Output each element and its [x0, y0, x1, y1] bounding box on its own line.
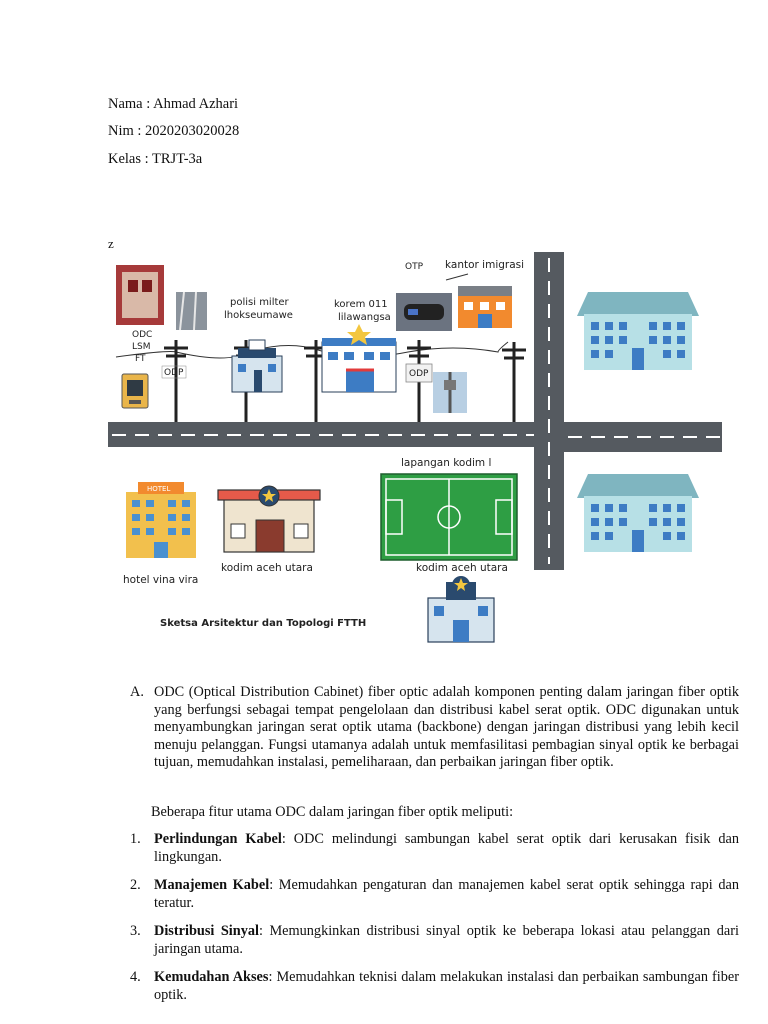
- vertical-road: [534, 252, 564, 570]
- feature-term: Perlindungan Kabel: [154, 831, 282, 847]
- hotel-building-icon: [126, 482, 196, 558]
- student-id: Nim : 2020203020028: [108, 123, 240, 139]
- feature-number: 1.: [130, 831, 141, 847]
- feature-item-4: [130, 969, 739, 1004]
- immigration-label: kantor imigrasi: [445, 259, 525, 271]
- section-a: [130, 684, 739, 772]
- building-right-bottom: [577, 474, 699, 552]
- football-field-icon: [381, 474, 517, 560]
- feature-description: : Memudahkan pengaturan dan manajemen kabel serat optik sehingga rapi dan teratur.: [154, 877, 740, 911]
- building-right-top: [577, 292, 699, 370]
- ftth-topology-sketch: [108, 252, 735, 645]
- stray-character: z: [108, 236, 114, 251]
- odp-left-label: ODP: [164, 368, 184, 378]
- kodim-label-1: kodim aceh utara: [221, 562, 313, 574]
- otp-label: OTP: [405, 262, 424, 272]
- police-label-1: polisi milter: [230, 297, 289, 308]
- hotel-label: hotel vina vira: [123, 574, 199, 586]
- feature-item-1: [130, 831, 739, 866]
- kodim-label-2: kodim aceh utara: [416, 562, 508, 574]
- pole-photo: [433, 372, 467, 413]
- korem-label-2: lilawangsa: [338, 312, 391, 323]
- feature-term: Manajemen Kabel: [154, 877, 270, 893]
- odc-box-icon: [122, 374, 148, 408]
- otp-device-photo: [396, 293, 452, 331]
- features-intro: Beberapa fitur utama ODC dalam jaringan fiber optik meliputi:: [151, 804, 514, 820]
- feature-description: : ODC melindungi sambungan kabel serat optik dari kerusakan fisik dan lingkungan.: [154, 831, 739, 865]
- feature-term: Kemudahan Akses: [154, 969, 269, 985]
- section-a-paragraph: ODC (Optical Distribution Cabinet) fiber optic adalah komponen penting dalam jaringan fiber optik yang berfungsi sebagai tempat pengelolaan dan distribusi kabel serat optik. ODC digunakan untuk menyambungkan jaringan serat optik utama (backbone) dengan jaringan distribusi yang lebih kecil menuju pelanggan. Fungsi utamanya adalah untuk memfasilitasi pembagian sinyal optik ke berbagai tujuan, memudahkan instalasi, pemeliharaan, dan perbaikan jaringan fiber optik.: [154, 684, 739, 771]
- feature-description: : Memudahkan teknisi dalam melakukan instalasi dan perbaikan sambungan fiber optik.: [154, 969, 740, 1003]
- ft-label: FT: [135, 354, 146, 364]
- feature-term: Distribusi Sinyal: [154, 923, 259, 939]
- feature-item-3: [130, 923, 739, 958]
- lsm-label: LSM: [132, 342, 151, 352]
- sketch-title: Sketsa Arsitektur dan Topologi FTTH: [160, 618, 367, 629]
- korem-label-1: korem 011: [334, 299, 388, 310]
- field-label: lapangan kodim l: [401, 457, 492, 469]
- feature-description: : Memungkinkan distribusi sinyal optik ke beberapa lokasi atau pelanggan dari jaringan utama.: [154, 923, 739, 957]
- feature-number: 3.: [130, 923, 141, 939]
- police-label-2: lhokseumawe: [224, 310, 293, 321]
- odc-cabinet-photo: [116, 265, 164, 325]
- feature-number: 2.: [130, 877, 141, 893]
- odp-right-label: ODP: [409, 369, 429, 379]
- section-a-marker: A.: [130, 684, 144, 700]
- odc-label: ODC: [132, 330, 153, 340]
- cable-photo: [176, 292, 207, 330]
- feature-item-2: [130, 877, 739, 912]
- student-name: Nama : Ahmad Azhari: [108, 96, 239, 112]
- feature-number: 4.: [130, 969, 141, 985]
- hotel-sign-text: HOTEL: [147, 485, 171, 493]
- student-class: Kelas : TRJT-3a: [108, 151, 203, 167]
- kodim-building-icon: [218, 486, 320, 552]
